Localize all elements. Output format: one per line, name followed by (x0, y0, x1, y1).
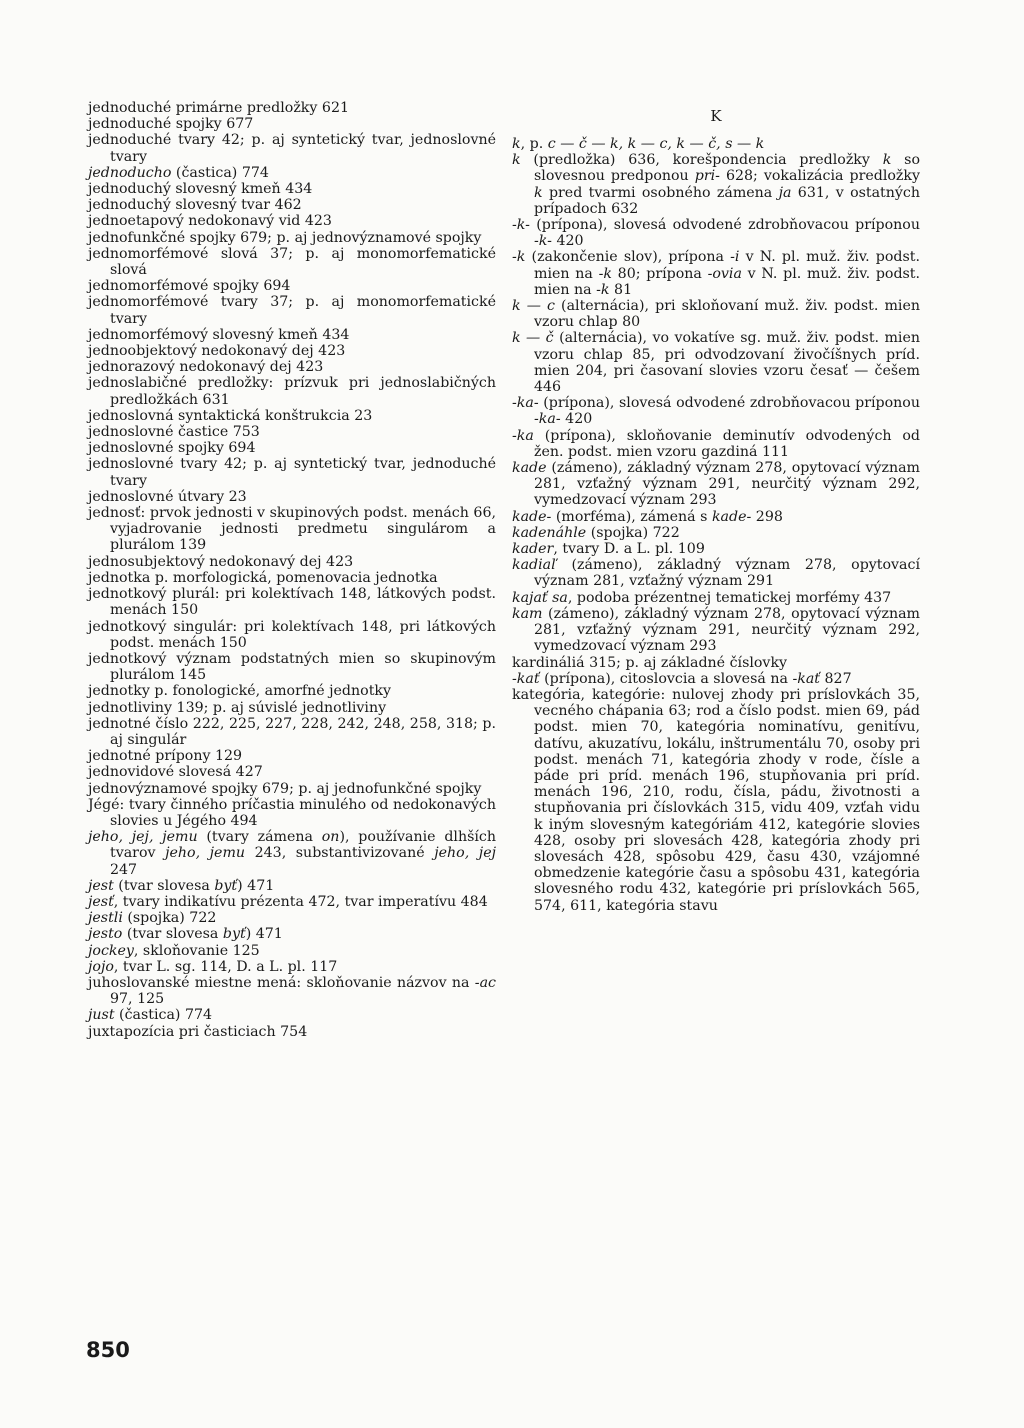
index-entry: kam (zámeno), základný význam 278, opytovací význam 281, vzťažný význam 291, neurčitý význam 292, vymedzovací význam 293 (512, 605, 920, 655)
index-entry: jednoduché primárne predložky 621 (88, 100, 350, 116)
index-entry: jest (tvar slovesa byť) 471 (88, 877, 275, 894)
index-entry: k (predložka) 636, korešpondencia predložky k so slovesnou predponou pri- 628; vokalizácia predložky k pred tvarmi osobného zámena ja 631, v ostatných prípadoch 632 (512, 152, 920, 217)
index-entry: jednoduchý slovesný kmeň 434 (88, 181, 313, 198)
index-entry: jojo, tvar L. sg. 114, D. a L. pl. 117 (88, 958, 338, 975)
index-entry: jednotkový plurál: pri kolektívach 148, látkových podst. menách 150 (88, 586, 496, 619)
index-entry: jednoduché tvary 42; p. aj syntetický tvar, jednoslovné tvary (88, 132, 496, 165)
index-entry: juxtapozícia pri časticiach 754 (88, 1023, 308, 1040)
index-entry: jednoetapový nedokonavý vid 423 (88, 213, 332, 230)
index-entry: jednosť: prvok jednosti v skupinových podst. menách 66, vyjadrovanie jednosti predmetu singulárom a plurálom 139 (88, 505, 496, 554)
index-entry: jednosubjektový nedokonavý dej 423 (88, 553, 354, 570)
index-entry: jednomorfémové spojky 694 (88, 278, 291, 295)
index-entry: -k (zakončenie slov), prípona -i v N. pl. muž. živ. podst. mien na -k 80; prípona -ovia v N. pl. muž. živ. podst. mien na -k 81 (512, 249, 921, 298)
index-entry: kade- (morféma), zámená s kade- 298 (512, 508, 783, 525)
index-entry: juhoslovanské miestne mená: skloňovanie názvov na -ac 97, 125 (88, 974, 496, 1008)
index-entry: jednotkový význam podstatných mien so skupinovým plurálom 145 (88, 650, 496, 684)
index-entry: jednoduché spojky 677 (88, 116, 254, 133)
index-entry: jednofunkčné spojky 679; p. aj jednovýznamové spojky (88, 229, 482, 246)
index-entry: jednotka p. morfologická, pomenovacia jednotka (88, 569, 438, 586)
index-entry: jednovýznamové spojky 679; p. aj jednofunkčné spojky (88, 780, 482, 797)
index-entry: jednoslovné tvary 42; p. aj syntetický tvar, jednoduché tvary (88, 456, 496, 489)
index-entry: jednomorfémové slová 37; p. aj monomorfematické slová (88, 245, 496, 279)
index-entry: k — č (alternácia), vo vokatíve sg. muž. živ. podst. mien vzoru chlap 85, pri odvodzovaní živočíšnych príd. mien 204, pri časovaní slovies vzoru česať — češem 446 (512, 330, 920, 396)
index-entry: -k- (prípona), slovesá odvodené zdrobňovacou príponou -k- 420 (512, 217, 920, 250)
right-column-entries (512, 136, 920, 914)
index-entry: -ka- (prípona), slovesá odvodené zdrobňovacou príponou -ka- 420 (512, 395, 920, 428)
index-entry: jednotné prípony 129 (88, 748, 243, 765)
index-entry: jednovidové slovesá 427 (88, 764, 263, 781)
index-entry: jednotliviny 139; p. aj súvislé jednotliviny (88, 699, 387, 716)
index-entry: jednoslabičné predložky: prízvuk pri jednoslabičných predložkách 631 (88, 375, 496, 408)
index-entry: jednoslovné častice 753 (88, 424, 260, 441)
index-entry: kadenáhle (spojka) 722 (512, 524, 680, 541)
index-entry: just (častica) 774 (88, 1007, 213, 1024)
index-entry: jestli (spojka) 722 (88, 910, 217, 927)
index-entry: jednorazový nedokonavý dej 423 (88, 359, 324, 376)
index-entry: jednoobjektový nedokonavý dej 423 (88, 343, 346, 360)
index-entry: k — c (alternácia), pri skloňovaní muž. živ. podst. mien vzoru chlap 80 (512, 298, 920, 331)
index-entry: Jégé: tvary činného príčastia minulého od nedokonavých slovies u Jégého 494 (88, 796, 496, 829)
right-column (512, 100, 920, 914)
index-entry: jockey, skloňovanie 125 (88, 942, 260, 959)
index-entry: kader, tvary D. a L. pl. 109 (512, 541, 705, 558)
index-entry: k, p. c — č — k, k — c, k — č, s — k (512, 136, 765, 152)
index-entry: jeho, jej, jemu (tvary zámena on), používanie dlhších tvarov jeho, jemu 243, substantivizované jeho, jej 247 (88, 829, 496, 878)
index-entry: kade (zámeno), základný význam 278, opytovací význam 281, vzťažný význam 291, neurčitý význam 292, vymedzovací význam 293 (512, 460, 920, 509)
index-entry: kardináliá 315; p. aj základné číslovky (512, 654, 788, 671)
index-entry: jednoslovné útvary 23 (88, 488, 247, 505)
index-entry: jesť, tvary indikatívu prézenta 472, tvar imperatívu 484 (88, 893, 488, 910)
index-entry: jednoducho (častica) 774 (88, 164, 269, 181)
index-entry: jednomorfémový slovesný kmeň 434 (88, 326, 350, 343)
left-column (88, 100, 496, 1040)
index-entry: jednotné číslo 222, 225, 227, 228, 242, 248, 258, 318; p. aj singulár (88, 715, 496, 748)
page-number: 850 (86, 1338, 130, 1362)
index-entry: jednotky p. fonologické, amorfné jednotky (88, 683, 392, 700)
index-entry: kajať sa, podoba prézentnej tematickej morfémy 437 (512, 589, 892, 606)
index-entry: jesto (tvar slovesa byť) 471 (88, 926, 283, 943)
index-entry: kategória, kategórie: nulovej zhody pri príslovkách 35, vecného chápania 63; rod a číslo podst. mien 69, pád podst. mien 70, kategória nominatívu, genitívu, datívu, akuzatívu, lokálu, inštrumentálu 70, osoby pri podst. menách 71, kategória zhody v rode, čísle a páde pri príd. menách 196, stupňovania pri príd. menách 196, 210, rodu, čísla, pádu, životnosti a stupňovania pri číslovkách 315, vidu 409, vzťah vidu k iným slovesným kategóriám 412, kategórie slovies 428, osoby pri slovesách 428, kategória zhody pri slovesách 428, spôsobu 429, času 430, vzájomné obmedzenie kategórie času a spôsobu 431, kategória slovesného rodu 432, kategórie pri príslovkách 565, 574, 611, kategória stavu (512, 686, 920, 914)
index-entry: -kať (prípona), citoslovcia a slovesá na -kať 827 (512, 670, 852, 687)
index-entry: jednotkový singulár: pri kolektívach 148, pri látkových podst. menách 150 (88, 618, 496, 651)
index-entry: jednomorfémové tvary 37; p. aj monomorfematické tvary (88, 294, 496, 327)
index-entry: jednoduchý slovesný tvar 462 (88, 197, 302, 214)
index-entry: -ka (prípona), skloňovanie deminutív odvodených od žen. podst. mien vzoru gazdiná 111 (512, 427, 920, 460)
index-entry: kadiaľ (zámeno), základný význam 278, opytovací význam 281, vzťažný význam 291 (512, 557, 920, 590)
index-entry: jednoslovné spojky 694 (88, 440, 256, 457)
letter-section-header: K (710, 107, 722, 125)
index-entry: jednoslovná syntaktická konštrukcia 23 (88, 407, 373, 424)
